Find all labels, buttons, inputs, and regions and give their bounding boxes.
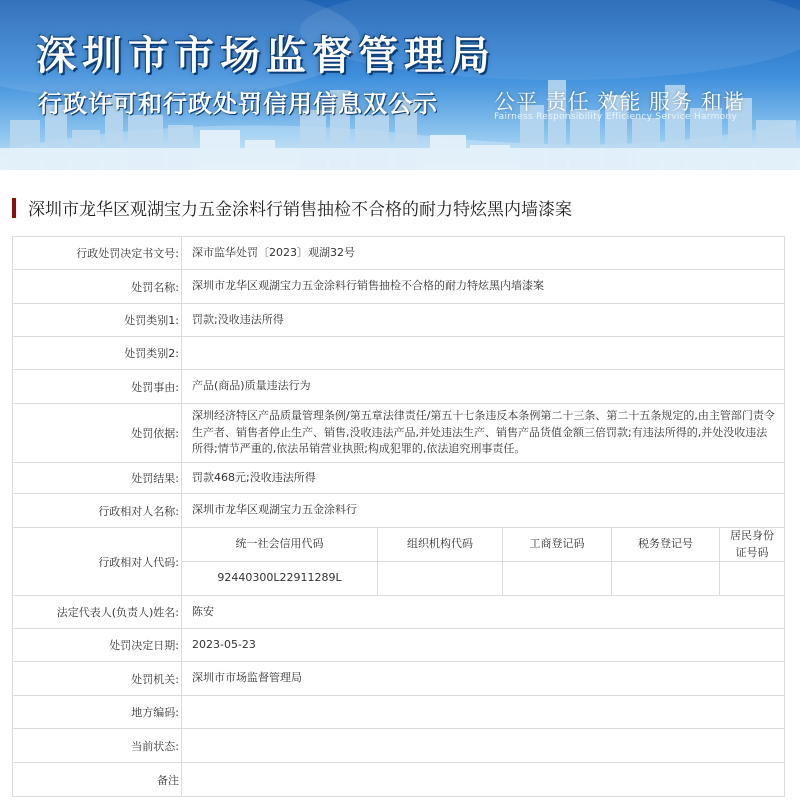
code-header-tax: 税务登记号 [612,528,720,562]
table-row [13,237,785,270]
agency-subtitle: 行政许可和行政处罚信用信息双公示 [38,90,438,118]
table-row [13,494,785,528]
row-value: 产品(商品)质量违法行为 [182,370,785,404]
table-row [13,696,785,729]
code-header-org: 组织机构代码 [378,528,503,562]
code-value-id [720,562,785,596]
row-value [182,696,785,729]
row-value: 深圳市市场监督管理局 [182,662,785,696]
slogan: 公平 责任 效能 服务 和谐 [494,90,745,114]
table-row [13,528,785,596]
table-row [13,304,785,337]
row-value [182,763,785,797]
row-value: 罚款468元;没收违法所得 [182,463,785,494]
header-banner [0,0,800,170]
code-header-id: 居民身份证号码 [720,528,785,562]
slogan-english: Fairness Responsibility Efficiency Service Harmony [494,112,738,122]
row-value: 陈安 [182,596,785,629]
row-value [182,337,785,370]
row-label: 处罚结果: [13,463,182,494]
agency-title: 深圳市市场监督管理局 [36,32,496,79]
table-row [13,763,785,797]
code-value-org [378,562,503,596]
table-row [13,270,785,304]
row-label: 备注 [13,763,182,797]
row-value: 深圳市龙华区观湖宝力五金涂料行销售抽检不合格的耐力特炫黑内墙漆案 [182,270,785,304]
row-label: 处罚类别1: [13,304,182,337]
code-value-business [503,562,612,596]
penalty-info-table [12,236,785,797]
table-row [13,463,785,494]
party-code-cell [182,528,785,596]
table-row [13,662,785,696]
code-value-credit: 92440300L22911289L [182,562,378,596]
row-value: 2023-05-23 [182,629,785,662]
party-code-table [182,528,784,595]
row-label: 当前状态: [13,729,182,763]
code-value-tax [612,562,720,596]
row-label: 处罚依据: [13,404,182,463]
case-title-text: 深圳市龙华区观湖宝力五金涂料行销售抽检不合格的耐力特炫黑内墙漆案 [28,200,572,220]
table-row [13,596,785,629]
row-value [182,729,785,763]
row-label: 处罚机关: [13,662,182,696]
row-label: 处罚名称: [13,270,182,304]
table-row [13,629,785,662]
code-header-business: 工商登记码 [503,528,612,562]
case-title [12,176,788,232]
table-row [13,370,785,404]
main-content [0,176,800,232]
table-row [13,729,785,763]
row-label: 处罚类别2: [13,337,182,370]
row-label: 行政相对人名称: [13,494,182,528]
row-label: 处罚决定日期: [13,629,182,662]
table-row [13,404,785,463]
row-value: 罚款;没收违法所得 [182,304,785,337]
code-header-credit: 统一社会信用代码 [182,528,378,562]
row-value: 深圳市龙华区观湖宝力五金涂料行 [182,494,785,528]
row-label: 行政处罚决定书文号: [13,237,182,270]
row-label: 法定代表人(负责人)姓名: [13,596,182,629]
title-marker-bar [12,198,16,218]
row-value: 深市监华处罚〔2023〕观湖32号 [182,237,785,270]
table-row [13,337,785,370]
row-label: 地方编码: [13,696,182,729]
row-label: 处罚事由: [13,370,182,404]
row-label: 行政相对人代码: [13,528,182,596]
row-value: 深圳经济特区产品质量管理条例/第五章法律责任/第五十七条违反本条例第二十三条、第二十五条规定的,由主管部门责令生产者、销售者停止生产、销售,没收违法产品,并处违法生产、销售产品货值金额三倍罚款;有违法所得的,并处没收违法所得;情节严重的,依法吊销营业执照;构成犯罪的,依法追究刑事责任。 [182,404,785,463]
